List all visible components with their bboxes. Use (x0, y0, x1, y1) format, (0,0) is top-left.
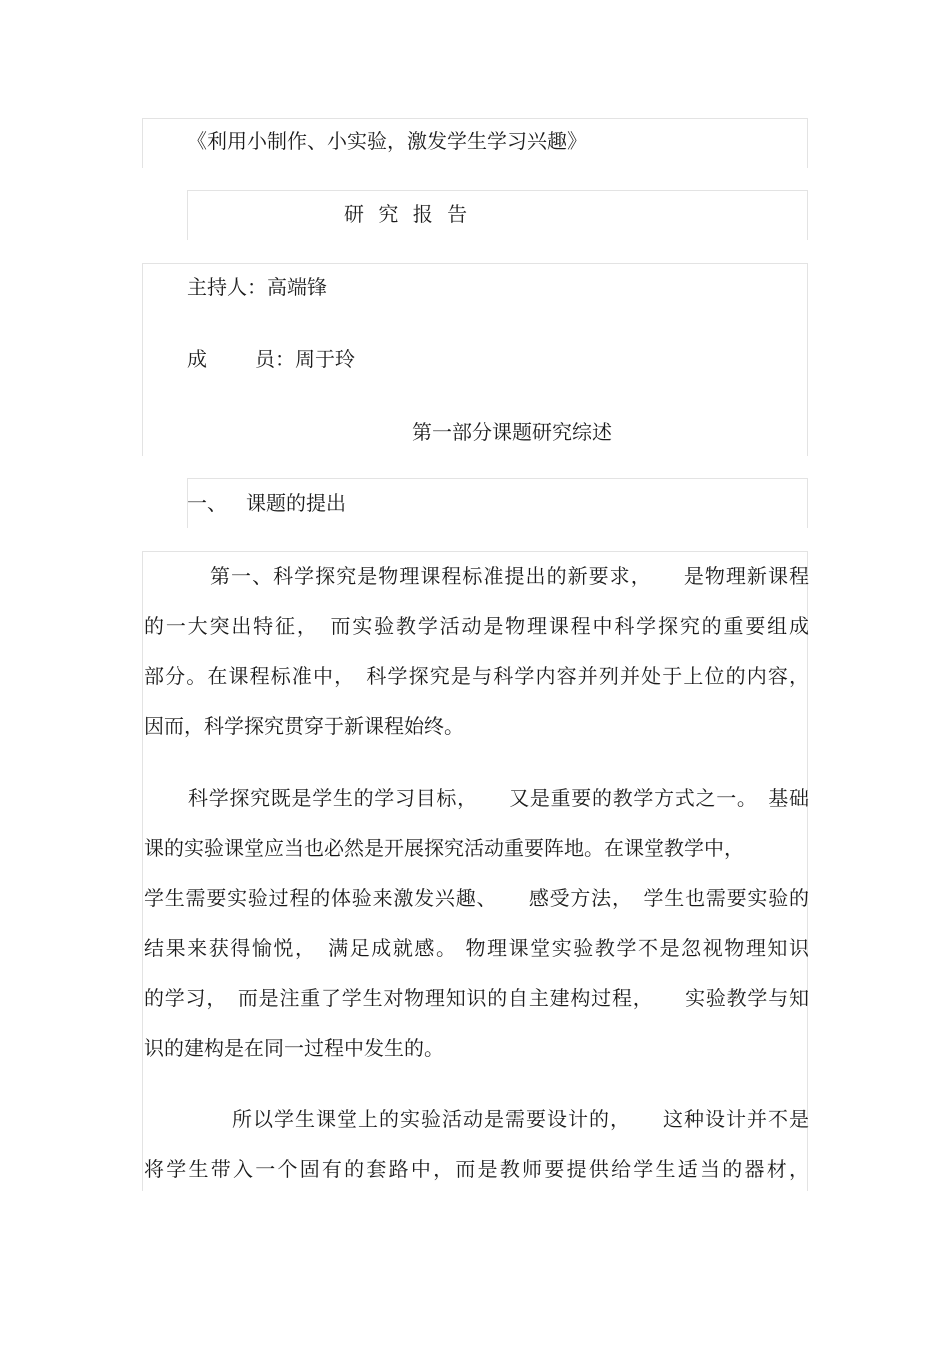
members-value: 员：周于玲 (255, 347, 355, 371)
part-heading: 第一部分课题研究综述 (412, 420, 612, 444)
paragraph-2 (144, 773, 809, 1073)
section-number: 一、 (187, 491, 227, 515)
paragraph-line: 第一、科学探究是物理课程标准提出的新要求， 是物理新课程 (210, 564, 809, 588)
paragraph-1 (144, 551, 809, 751)
host-line: 主持人：高端锋 (187, 275, 327, 299)
subtitle-frame (187, 190, 808, 240)
paragraph-line: 识的建构是在同一过程中发生的。 (144, 1036, 444, 1060)
paragraph-line: 科学探究既是学生的学习目标， 又是重要的教学方式之一。 基础 (188, 786, 809, 810)
paragraph-line: 所以学生课堂上的实验活动是需要设计的， 这种设计并不是 (232, 1107, 809, 1131)
paragraph-line: 的学习， 而是注重了学生对物理知识的自主建构过程， 实验教学与知 (144, 986, 809, 1010)
paragraph-line: 课的实验课堂应当也必然是开展探究活动重要阵地。在课堂教学中， (144, 836, 744, 860)
document-title: 《利用小制作、小实验，激发学生学习兴趣》 (187, 129, 587, 153)
report-subtitle: 研 究 报 告 (344, 202, 472, 226)
paragraph-line: 因而，科学探究贯穿于新课程始终。 (144, 714, 464, 738)
paragraph-3 (144, 1094, 809, 1194)
paragraph-line: 的一大突出特征， 而实验教学活动是物理课程中科学探究的重要组成 (144, 614, 809, 638)
paragraph-line: 结果来获得愉悦， 满足成就感。 物理课堂实验教学不是忽视物理知识 (144, 936, 809, 960)
paragraph-line: 将学生带入一个固有的套路中，而是教师要提供给学生适当的器材， (144, 1157, 809, 1181)
members-label: 成 (187, 347, 207, 371)
paragraph-line: 部分。在课程标准中， 科学探究是与科学内容并列并处于上位的内容， (144, 664, 809, 688)
section-title: 课题的提出 (246, 491, 346, 515)
paragraph-line: 学生需要实验过程的体验来激发兴趣、 感受方法， 学生也需要实验的 (144, 886, 809, 910)
